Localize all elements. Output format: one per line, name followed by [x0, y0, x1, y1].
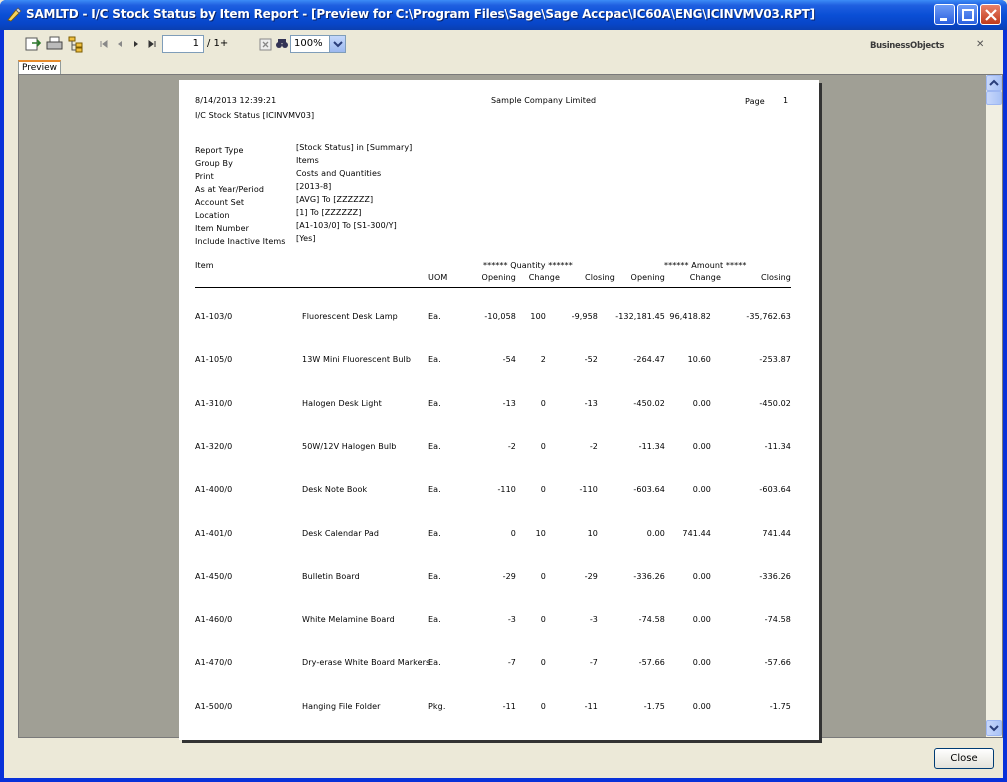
- cell-qty-opening: -3: [507, 615, 516, 625]
- cell-qty-closing: -2: [589, 441, 598, 451]
- last-page-icon[interactable]: [146, 35, 158, 53]
- param-label: Account Set: [195, 198, 245, 207]
- param-label: Location: [195, 211, 230, 220]
- cell-amt-change: 0.00: [692, 441, 711, 451]
- cell-item: A1-310/0: [195, 398, 233, 408]
- close-icon: [981, 5, 1002, 26]
- zoom-dropdown-icon[interactable]: [329, 36, 345, 52]
- cell-qty-opening: -29: [502, 571, 516, 581]
- cell-amt-closing: -603.64: [759, 485, 791, 495]
- cell-uom: Ea.: [428, 441, 441, 451]
- cell-qty-opening: -54: [502, 355, 516, 365]
- cell-amt-closing: -1.75: [769, 701, 791, 711]
- cell-amt-change: 96,418.82: [669, 312, 711, 321]
- cell-amt-change: 741.44: [682, 528, 711, 538]
- stop-icon[interactable]: [258, 35, 274, 53]
- cell-qty-opening: -13: [502, 398, 516, 408]
- cell-uom: Ea.: [428, 571, 441, 581]
- zoom-select[interactable]: [290, 35, 346, 53]
- report-toolbar: [4, 30, 1003, 58]
- cell-uom: Ea.: [428, 658, 441, 668]
- cell-qty-change: 0: [540, 701, 546, 711]
- cell-description: Hanging File Folder: [302, 701, 381, 711]
- col-header-amt-opening: Opening: [630, 273, 665, 282]
- col-header-qty-change: Change: [528, 273, 560, 282]
- zoom-value: 100%: [294, 38, 323, 49]
- cell-amt-opening: -11.34: [638, 441, 665, 451]
- maximize-icon: [958, 5, 979, 26]
- cell-item: A1-320/0: [195, 441, 233, 451]
- cell-amt-closing: -35,762.63: [746, 312, 791, 321]
- search-icon[interactable]: [274, 35, 290, 53]
- cell-amt-opening: -1.75: [643, 701, 665, 711]
- cell-description: 13W Mini Fluorescent Bulb: [302, 355, 412, 365]
- param-value: [2013-8]: [296, 182, 332, 191]
- cell-description: Desk Calendar Pad: [302, 528, 380, 538]
- cell-uom: Ea.: [428, 615, 441, 625]
- cell-qty-closing: -7: [589, 658, 598, 668]
- first-page-icon[interactable]: [98, 35, 110, 53]
- maximize-button[interactable]: [957, 4, 978, 25]
- page-total: / 1+: [207, 38, 229, 49]
- close-panel-icon[interactable]: ✕: [976, 39, 985, 50]
- cell-amt-closing: -450.02: [759, 398, 791, 408]
- cell-item: A1-470/0: [195, 658, 233, 668]
- cell-amt-closing: -11.34: [764, 441, 791, 451]
- col-header-qty-opening: Opening: [481, 273, 516, 282]
- company-name: Sample Company Limited: [491, 96, 597, 105]
- cell-description: Bulletin Board: [302, 571, 360, 581]
- cell-description: Dry-erase White Board Markers: [302, 658, 431, 668]
- cell-amt-opening: -264.47: [633, 355, 665, 365]
- cell-description: White Melamine Board: [302, 615, 395, 625]
- cell-uom: Ea.: [428, 485, 441, 495]
- cell-qty-closing: -52: [584, 355, 598, 365]
- brand-logo: BusinessObjects: [870, 41, 945, 51]
- cell-amt-closing: -336.26: [759, 571, 791, 581]
- cell-qty-change: 0: [540, 441, 546, 451]
- cell-uom: Ea.: [428, 312, 441, 321]
- cell-qty-closing: -11: [584, 701, 598, 711]
- col-header-item: Item: [195, 261, 214, 270]
- quantity-group-header: ****** Quantity ******: [483, 261, 573, 270]
- page-number-input[interactable]: 1: [162, 35, 204, 53]
- cell-uom: Ea.: [428, 355, 441, 365]
- param-value: [A1-103/0] To [S1-300/Y]: [296, 221, 397, 230]
- page-label: Page: [745, 97, 765, 106]
- scroll-thumb[interactable]: [986, 91, 1002, 105]
- cell-qty-closing: -13: [584, 398, 598, 408]
- cell-amt-opening: -336.26: [633, 571, 665, 581]
- cell-qty-closing: -110: [579, 485, 598, 495]
- cell-qty-change: 0: [540, 615, 546, 625]
- cell-qty-closing: -3: [589, 615, 598, 625]
- cell-qty-change: 2: [540, 355, 546, 365]
- cell-amt-change: 0.00: [692, 701, 711, 711]
- col-header-amt-change: Change: [689, 273, 721, 282]
- param-label: As at Year/Period: [195, 185, 265, 194]
- app-icon: [6, 7, 22, 23]
- cell-description: Fluorescent Desk Lamp: [302, 312, 398, 321]
- title-bar[interactable]: [0, 0, 1007, 30]
- param-label: Print: [195, 172, 214, 181]
- col-header-qty-closing: Closing: [585, 273, 615, 282]
- cell-uom: Ea.: [428, 398, 441, 408]
- param-value: [1] To [ZZZZZZ]: [296, 208, 362, 217]
- cell-item: A1-460/0: [195, 615, 233, 625]
- report-datetime: 8/14/2013 12:39:21: [195, 96, 277, 105]
- cell-qty-change: 0: [540, 485, 546, 495]
- print-icon[interactable]: [46, 35, 64, 53]
- next-page-icon[interactable]: [130, 35, 142, 53]
- cell-item: A1-401/0: [195, 528, 233, 538]
- cell-amt-change: 0.00: [692, 398, 711, 408]
- cell-item: A1-400/0: [195, 485, 233, 495]
- export-icon[interactable]: [24, 35, 42, 53]
- minimize-icon: [935, 5, 956, 26]
- cell-amt-opening: -603.64: [633, 485, 665, 495]
- cell-qty-closing: -29: [584, 571, 598, 581]
- cell-amt-change: 0.00: [692, 571, 711, 581]
- cell-amt-closing: -74.58: [764, 615, 791, 625]
- vertical-scrollbar[interactable]: [986, 75, 1002, 737]
- cell-qty-change: 0: [540, 571, 546, 581]
- close-window-button[interactable]: [980, 4, 1001, 25]
- scroll-down-button[interactable]: [986, 720, 1002, 736]
- cell-amt-opening: -57.66: [638, 658, 665, 668]
- cell-item: A1-103/0: [195, 312, 233, 321]
- cell-qty-opening: 0: [510, 528, 516, 538]
- cell-amt-change: 10.60: [687, 355, 711, 365]
- cell-amt-change: 0.00: [692, 485, 711, 495]
- col-header-amt-closing: Closing: [761, 273, 791, 282]
- cell-qty-opening: -2: [507, 441, 516, 451]
- page-number: 1: [783, 96, 789, 105]
- window-client: [4, 30, 1003, 778]
- report-page: [179, 80, 819, 740]
- cell-uom: Ea.: [428, 528, 441, 538]
- cell-amt-opening: -132,181.45: [615, 312, 665, 321]
- param-value: Items: [296, 156, 319, 165]
- minimize-button[interactable]: [934, 4, 955, 25]
- cell-uom: Pkg.: [428, 701, 446, 711]
- cell-description: Desk Note Book: [302, 485, 368, 495]
- param-value: Costs and Quantities: [296, 169, 382, 178]
- close-button[interactable]: Close: [934, 748, 994, 769]
- prev-page-icon[interactable]: [114, 35, 126, 53]
- cell-qty-change: 0: [540, 658, 546, 668]
- param-label: Report Type: [195, 146, 244, 155]
- param-label: Item Number: [195, 224, 249, 233]
- header-rule: [195, 287, 791, 288]
- cell-amt-change: 0.00: [692, 658, 711, 668]
- report-title: I/C Stock Status [ICINVMV03]: [195, 111, 315, 120]
- cell-qty-closing: 10: [587, 528, 598, 538]
- cell-amt-closing: -57.66: [764, 658, 791, 668]
- cell-amt-opening: 0.00: [646, 528, 665, 538]
- report-preview-area[interactable]: [18, 74, 1003, 738]
- cell-item: A1-450/0: [195, 571, 233, 581]
- param-value: [AVG] To [ZZZZZZ]: [296, 195, 374, 204]
- param-value: [Stock Status] in [Summary]: [296, 143, 413, 152]
- amount-group-header: ****** Amount *****: [664, 261, 747, 270]
- cell-item: A1-500/0: [195, 701, 233, 711]
- group-tree-icon[interactable]: [68, 35, 86, 53]
- cell-description: Halogen Desk Light: [302, 398, 382, 408]
- param-value: [Yes]: [296, 234, 316, 243]
- cell-amt-opening: -74.58: [638, 615, 665, 625]
- tab-preview[interactable]: Preview: [18, 60, 61, 76]
- param-label: Group By: [195, 159, 233, 168]
- cell-qty-change: 0: [540, 398, 546, 408]
- cell-description: 50W/12V Halogen Bulb: [302, 441, 397, 451]
- cell-qty-change: 10: [535, 528, 546, 538]
- cell-qty-change: 100: [530, 312, 546, 321]
- scroll-up-button[interactable]: [986, 75, 1002, 91]
- cell-amt-closing: -253.87: [759, 355, 791, 365]
- cell-qty-closing: -9,958: [571, 312, 598, 321]
- cell-qty-opening: -7: [507, 658, 516, 668]
- cell-item: A1-105/0: [195, 355, 233, 365]
- cell-qty-opening: -110: [497, 485, 516, 495]
- cell-amt-opening: -450.02: [633, 398, 665, 408]
- window-title: SAMLTD - I/C Stock Status by Item Report - [Preview for C:\Program Files\Sage\Sage Accpac\IC60A\ENG\ICINVMV03.RPT]: [26, 7, 815, 21]
- cell-qty-opening: -11: [502, 701, 516, 711]
- cell-amt-change: 0.00: [692, 615, 711, 625]
- param-label: Include Inactive Items: [195, 237, 286, 246]
- col-header-uom: UOM: [428, 273, 448, 282]
- cell-amt-closing: 741.44: [762, 528, 791, 538]
- cell-qty-opening: -10,058: [484, 312, 516, 321]
